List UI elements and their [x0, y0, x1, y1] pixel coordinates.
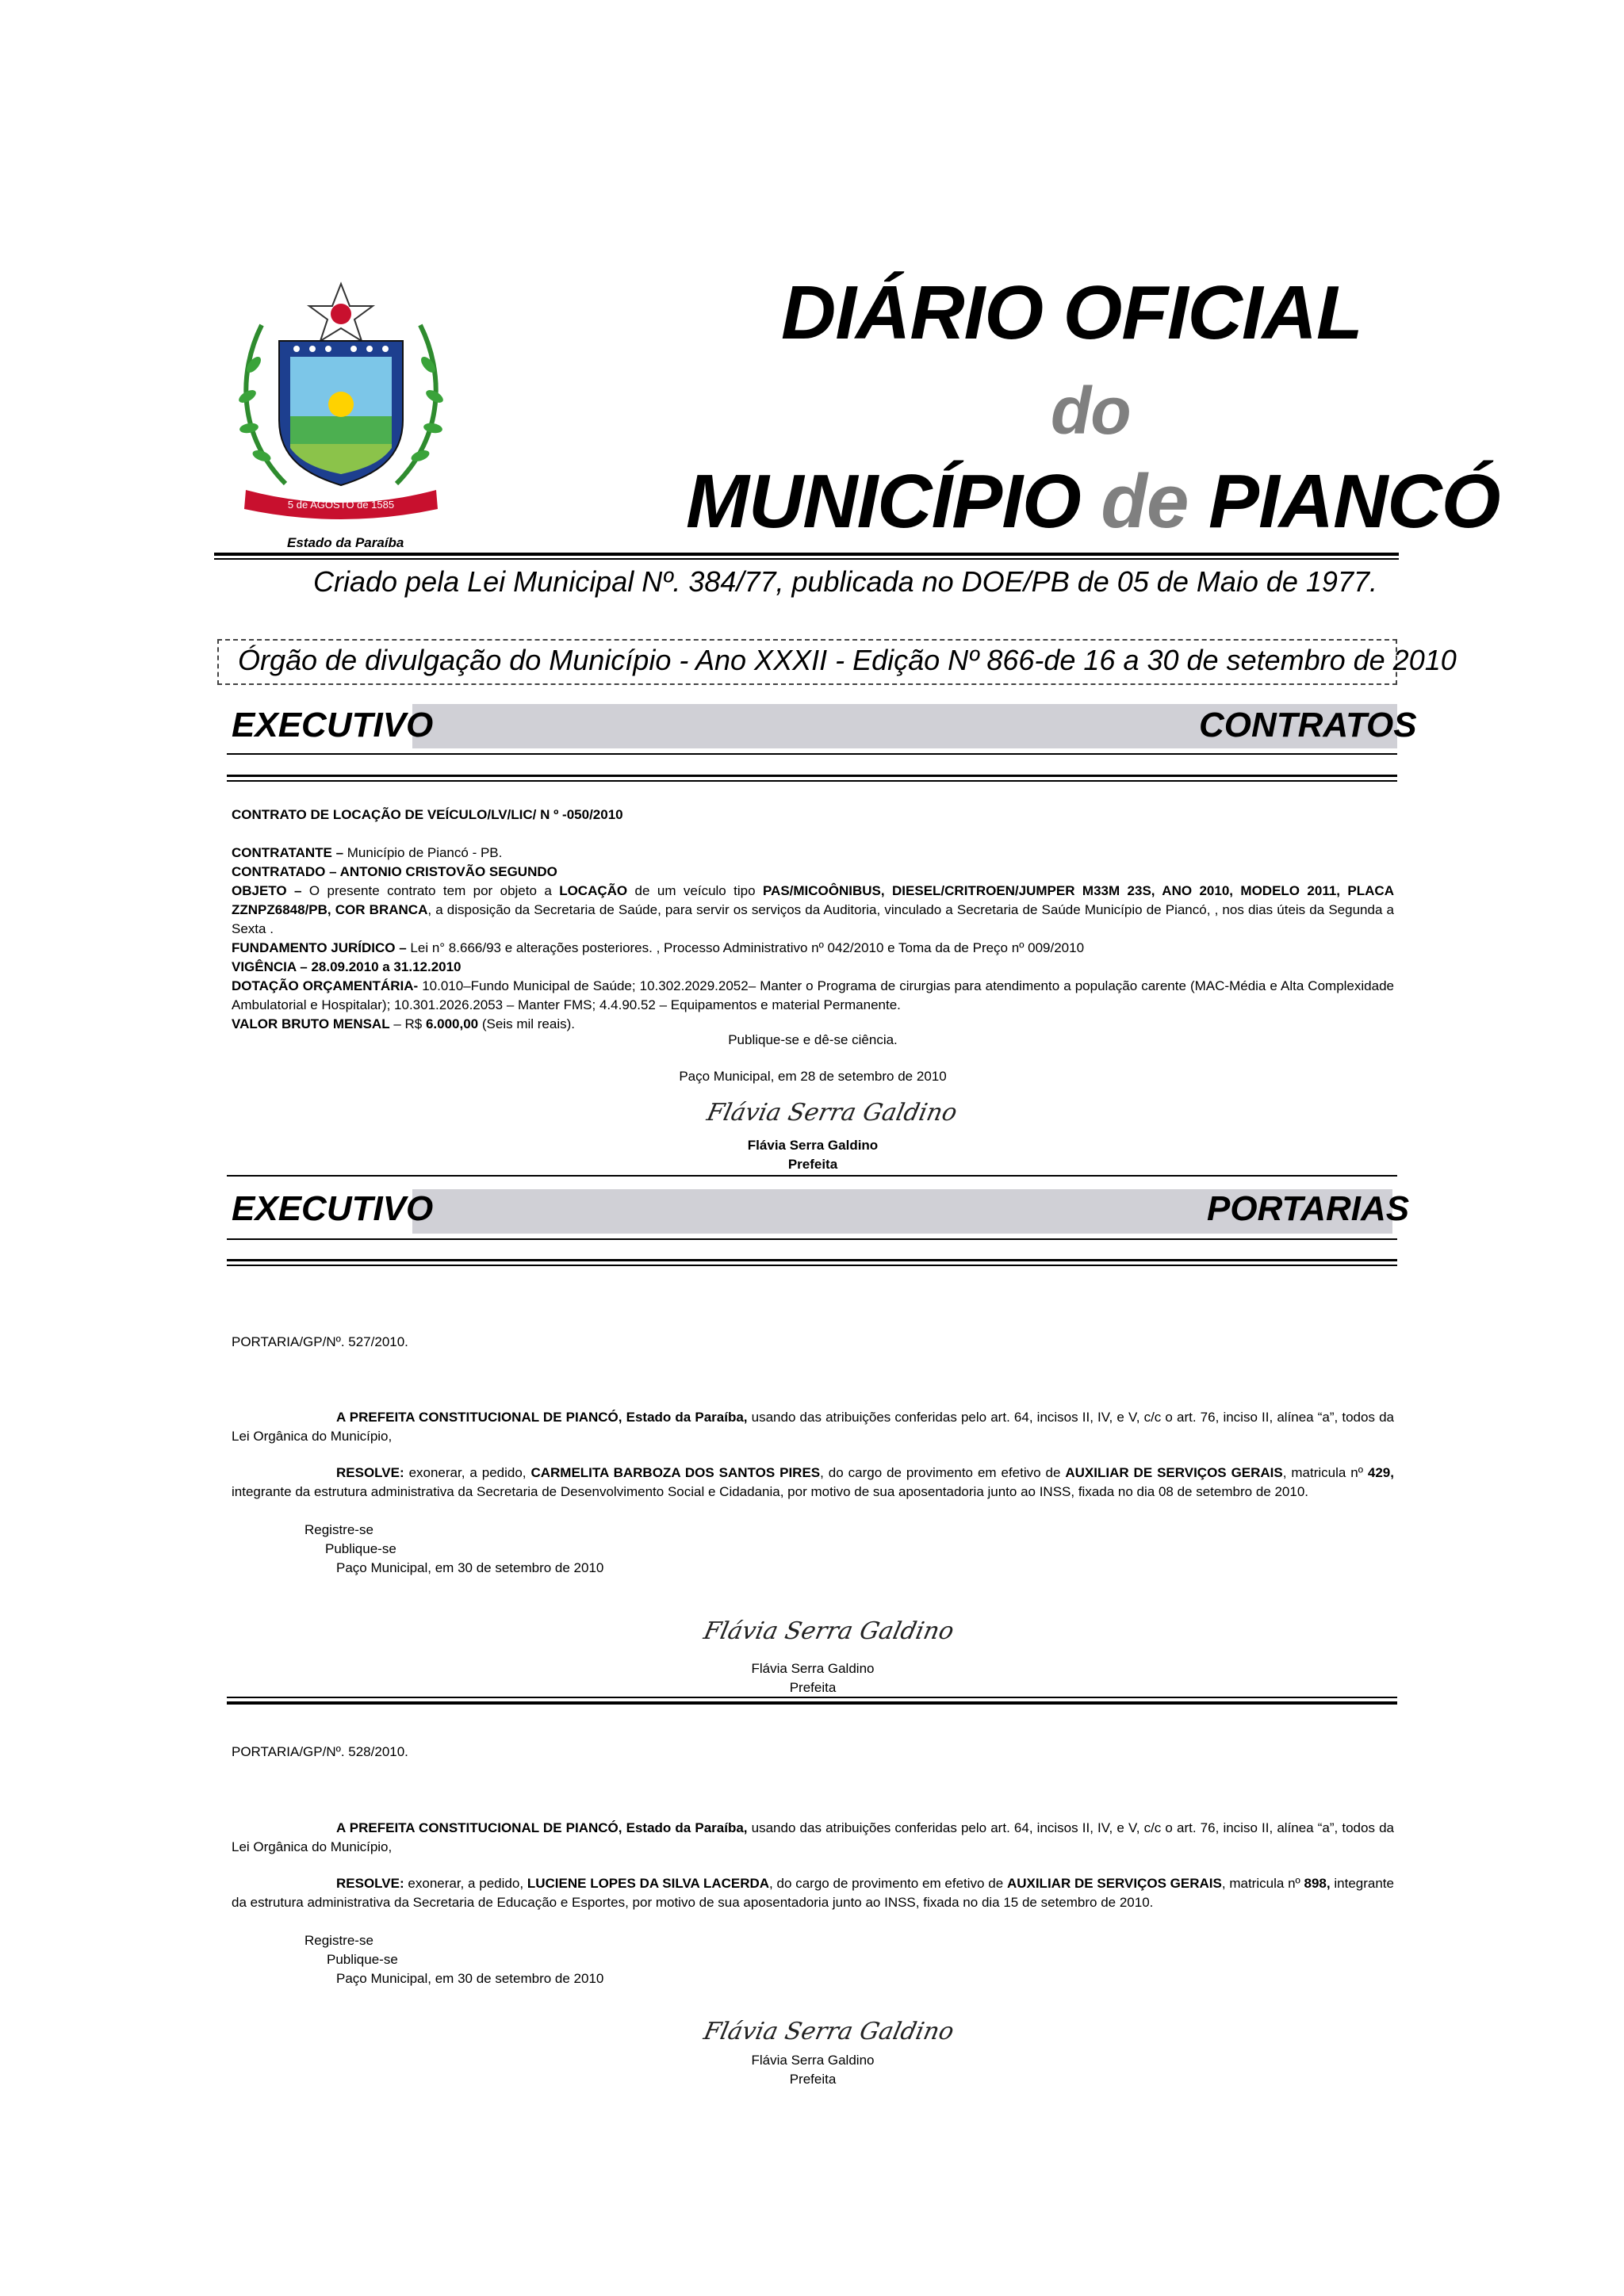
contract-dotacao: DOTAÇÃO ORÇAMENTÁRIA- 10.010–Fundo Municipal de Saúde; 10.302.2029.2052– Manter o Programa de cirurgias para atendimento a população carente (MAC-Média e Alta Complexidade Ambulatorial e Hospitalar); 10.301.2026.2053 – Manter FMS; 4.4.90.52 – Equipamentos e material Permanente.: [232, 978, 1394, 1012]
portaria-intro: A PREFEITA CONSTITUCIONAL DE PIANCÓ, Estado da Paraíba, usando das atribuições conferidas pelo art. 64, incisos II, IV, e V, c/c o art. 76, inciso II, alínea “a”, todos da Lei Orgânica do Município,: [232, 1820, 1394, 1854]
contract-contratado: CONTRATADO – ANTONIO CRISTOVÃO SEGUNDO: [232, 864, 557, 879]
section-rule: [227, 1238, 1397, 1240]
masthead-rule-top: [214, 553, 1399, 556]
portaria-signature: Flávia Serra Galdino: [701, 2018, 957, 2045]
portaria-signer: Flávia Serra Galdino: [751, 1661, 875, 1676]
portaria-publique: Publique-se: [327, 1952, 398, 1967]
portaria-resolve: RESOLVE: exonerar, a pedido, CARMELITA BARBOZA DOS SANTOS PIRES, do cargo de provimento em efetivo de AUXILIAR DE SERVIÇOS GERAIS, matricula nº 429, integrante da estrutura administrativa da Secretaria de Desenvolvimento Social e Cidadania, por motivo de sua aposentadoria junto ao INSS, fixada no dia 08 de setembro de 2010.: [232, 1465, 1394, 1499]
section-rule: [227, 780, 1397, 782]
masthead-rule-bottom: [214, 558, 1399, 560]
portaria-number: PORTARIA/GP/Nº. 527/2010.: [232, 1334, 408, 1349]
portaria-intro: A PREFEITA CONSTITUCIONAL DE PIANCÓ, Estado da Paraíba, usando das atribuições conferidas pelo art. 64, incisos II, IV, e V, c/c o art. 76, inciso II, alínea “a”, todos da Lei Orgânica do Município,: [232, 1410, 1394, 1444]
edition-info: Órgão de divulgação do Município - Ano XXXII - Edição Nº 866-de 16 a 30 de setembro de 2010: [238, 644, 1457, 676]
section-rule: [227, 1259, 1397, 1261]
municipal-crest: [230, 277, 468, 523]
masthead-title-line2: do: [1051, 373, 1131, 448]
contract-signature: Flávia Serra Galdino: [704, 1099, 960, 1127]
contract-body: [232, 844, 1394, 1034]
contract-objeto: OBJETO – O presente contrato tem por objeto a LOCAÇÃO de um veículo tipo PAS/MICOÔNIBUS, DIESEL/CRITROEN/JUMPER M33M 23S, ANO 2010, MODELO 2011, PLACA ZZNPZ6848/PB, COR BRANCA, a disposição da Secretaria de Saúde, para servir os serviços da Auditoria, vinculado a Secretaria de Saúde Município de Piancó, , nos dias úteis da Segunda a Sexta .: [232, 883, 1394, 936]
masthead-title-line1: DIÁRIO OFICIAL: [781, 270, 1362, 355]
contract-vigencia: VIGÊNCIA – 28.09.2010 a 31.12.2010: [232, 959, 462, 974]
creation-law-note: Criado pela Lei Municipal Nº. 384/77, publicada no DOE/PB de 05 de Maio de 1977.: [313, 565, 1378, 598]
section-label-contratos: CONTRATOS: [1199, 706, 1417, 744]
section-rule: [227, 1265, 1397, 1266]
portaria-paco: Paço Municipal, em 30 de setembro de 2010: [336, 1560, 604, 1575]
portaria-resolve: RESOLVE: exonerar, a pedido, LUCIENE LOPES DA SILVA LACERDA, do cargo de provimento em efetivo de AUXILIAR DE SERVIÇOS GERAIS, matricula nº 898, integrante da estrutura administrativa da Secretaria de Educação e Esportes, por motivo de sua aposentadoria junto ao INSS, fixada no dia 15 de setembro de 2010.: [232, 1876, 1394, 1910]
portaria-divider: [227, 1701, 1397, 1705]
crest-caption: Estado da Paraíba: [287, 535, 404, 550]
contract-fundamento: FUNDAMENTO JURÍDICO – Lei n° 8.666/93 e alterações posteriores. , Processo Administrativo nº 042/2010 e Toma da de Preço nº 009/2010: [232, 940, 1085, 955]
portaria-role: Prefeita: [789, 2072, 837, 2087]
contract-signer: Flávia Serra Galdino: [747, 1138, 879, 1153]
section-rule: [227, 775, 1397, 777]
contract-publique: Publique-se e dê-se ciência.: [728, 1032, 898, 1047]
portaria-divider: [227, 1697, 1397, 1698]
masthead-title-line3: MUNICÍPIO de PIANCÓ: [686, 459, 1500, 544]
svg-text:5 de AGOSTO de 1585: 5 de AGOSTO de 1585: [287, 499, 395, 511]
portaria-paco: Paço Municipal, em 30 de setembro de 2010: [336, 1971, 604, 1986]
section-label-portarias: PORTARIAS: [1207, 1189, 1410, 1228]
contract-valor: VALOR BRUTO MENSAL – R$ 6.000,00 (Seis mil reais).: [232, 1016, 575, 1031]
contract-paco: Paço Municipal, em 28 de setembro de 2010: [679, 1069, 947, 1084]
section-label-executivo: EXECUTIVO: [232, 1189, 434, 1228]
contract-contratante: CONTRATANTE – Município de Piancó - PB.: [232, 845, 503, 860]
portaria-publique: Publique-se: [325, 1541, 396, 1556]
section-rule: [227, 1175, 1397, 1177]
portaria-number: PORTARIA/GP/Nº. 528/2010.: [232, 1744, 408, 1759]
portaria-registre: Registre-se: [304, 1522, 373, 1537]
section-label-executivo: EXECUTIVO: [232, 706, 434, 744]
portaria-registre: Registre-se: [304, 1933, 373, 1948]
portaria-signer: Flávia Serra Galdino: [751, 2053, 875, 2068]
portaria-signature: Flávia Serra Galdino: [701, 1617, 957, 1645]
contract-title: CONTRATO DE LOCAÇÃO DE VEÍCULO/LV/LIC/ N º -050/2010: [232, 807, 623, 822]
contract-role: Prefeita: [787, 1157, 838, 1172]
section-rule: [227, 753, 1397, 755]
portaria-role: Prefeita: [789, 1680, 837, 1695]
